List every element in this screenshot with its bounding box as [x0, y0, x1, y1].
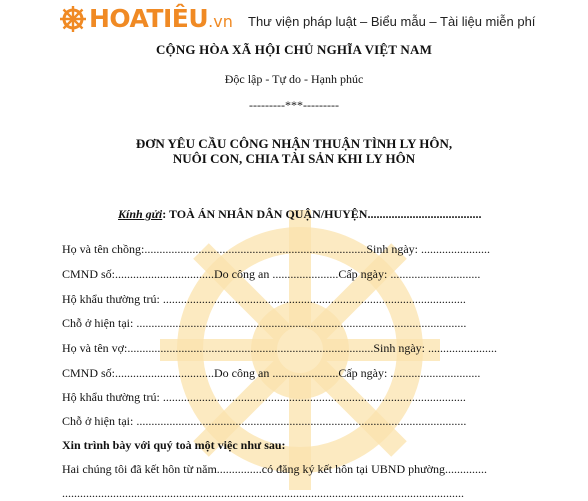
- section-heading: Xin trình bày với quý toà một việc như sau:: [62, 438, 286, 452]
- husband-residence-line: Hộ khẩu thường trú: .....................................................................................................: [62, 292, 466, 306]
- recipient-line: [118, 207, 481, 222]
- title-line-2: NUÔI CON, CHIA TÀI SẢN KHI LY HÔN: [172, 151, 416, 166]
- wife-residence-line: Hộ khẩu thường trú: .....................................................................................................: [62, 390, 466, 404]
- logo-name: HOATIÊU: [89, 4, 209, 33]
- wife-name-line: Họ và tên vợ:..................................................................................Sinh ngày: .......................: [62, 341, 497, 355]
- recipient-label: Kính gửi: [118, 207, 163, 221]
- separator: ---------***---------: [249, 98, 339, 112]
- continuation-line: ......................................................................................................................................: [62, 486, 464, 500]
- husband-address-line: Chỗ ở hiện tại: ..............................................................................................................: [62, 316, 467, 330]
- recipient-value: : TOÀ ÁN NHÂN DÂN QUẬN/HUYỆN......................................: [162, 207, 482, 221]
- marriage-line: Hai chúng tôi đã kết hôn từ năm...............có đăng ký kết hôn tại UBND phường..............: [62, 462, 487, 476]
- republic-heading: CỘNG HÒA XÃ HỘI CHỦ NGHĨA VIỆT NAM: [155, 42, 433, 57]
- site-header: [0, 0, 588, 44]
- ship-wheel-logo-icon: [60, 6, 86, 32]
- national-motto: Độc lập - Tự do - Hạnh phúc: [224, 72, 364, 86]
- title-line-1: ĐƠN YÊU CẦU CÔNG NHẬN THUẬN TÌNH LY HÔN,: [135, 136, 453, 151]
- document-title: [0, 136, 588, 166]
- wife-address-line: Chỗ ở hiện tại: ..............................................................................................................: [62, 414, 467, 428]
- site-logo[interactable]: [89, 4, 233, 33]
- logo-domain: .vn: [208, 12, 233, 31]
- site-tagline: Thư viện pháp luật – Biểu mẫu – Tài liệu miễn phí: [248, 14, 536, 29]
- husband-id-line: CMND số:.................................Do công an ......................Cấp ngày: ..............................: [62, 267, 481, 281]
- husband-name-line: Họ và tên chồng:..........................................................................Sinh ngày: .......................: [62, 242, 490, 256]
- wife-id-line: CMND số:.................................Do công an ......................Cấp ngày: ..............................: [62, 366, 481, 380]
